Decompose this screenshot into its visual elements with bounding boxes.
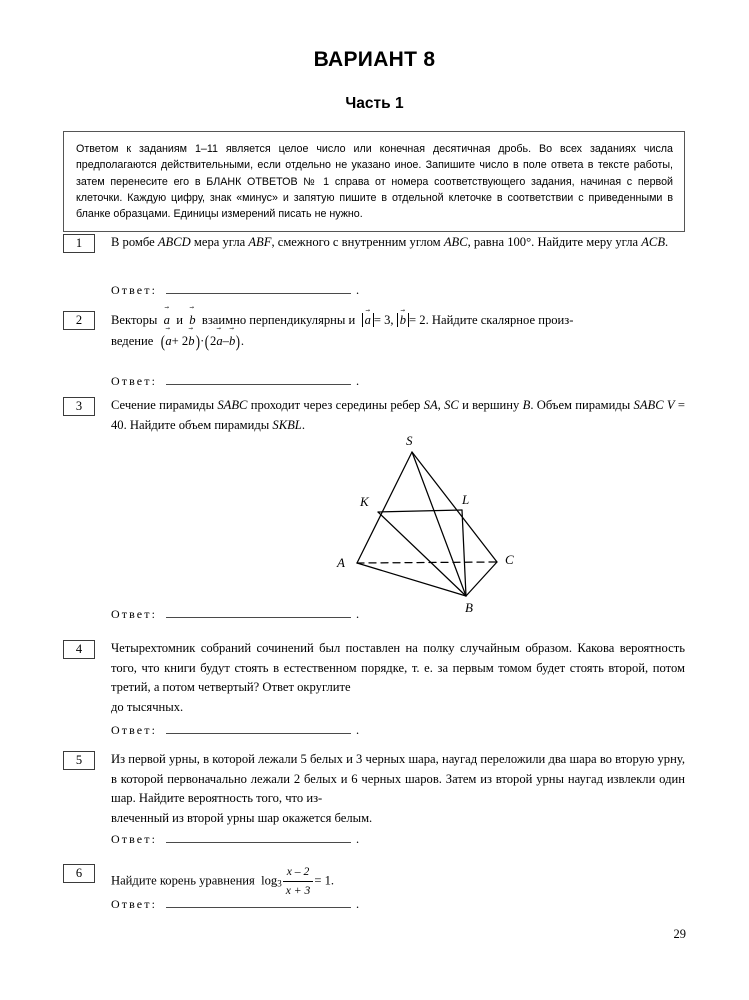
answer-row-2 [111, 373, 359, 389]
pyramid-figure [330, 432, 560, 622]
answer-period: . [356, 374, 360, 388]
vertex-label-b: B [465, 600, 473, 615]
answer-input-line-4[interactable] [166, 722, 351, 734]
task-3-frag-7: = 40. Найдите объем пирамиды [111, 398, 685, 432]
task-3-var-b: B [522, 398, 531, 412]
fraction [283, 863, 314, 900]
vector-b-icon: → b [189, 310, 195, 331]
task-2-paren-open-1: ( [160, 331, 165, 351]
task-5-body: Из первой урны, в которой лежали 5 белых и 3 черных шара, наугад переложили два шара во вторую урну, в которой первоначально лежали 2 белых и 6 черных шаров. Затем из второй урны наугад извлекли один шар. Найдите вероятность того, что из- [111, 752, 685, 806]
answer-label: Ответ: [111, 723, 158, 737]
expr-vector-a2: → a [216, 331, 222, 352]
fraction-numerator: x – 2 [286, 864, 310, 878]
task-3-frag-2: проходит через середины ребер [247, 398, 424, 412]
task-2 [63, 310, 685, 351]
task-3 [63, 396, 685, 435]
task-3-frag-5: . Объем пирамиды [530, 398, 634, 412]
task-number-badge: 5 [63, 751, 95, 770]
edge-l-b [462, 510, 466, 596]
answer-row-4 [111, 722, 359, 738]
task-4-text [111, 639, 685, 718]
edge-k-l [378, 510, 462, 512]
answer-input-line-2[interactable] [166, 373, 351, 385]
task-2-eq-b: = 2 [409, 313, 426, 327]
task-6-frag-2: = 1. [314, 873, 335, 888]
task-2-dot-product: · [200, 333, 205, 348]
task-2-text [111, 310, 685, 351]
task-2-frag-5: ведение [111, 333, 154, 348]
task-1-var-abcd: ABCD [157, 235, 191, 249]
task-4 [63, 639, 685, 718]
answer-period: . [356, 897, 360, 911]
answer-row-5 [111, 831, 359, 847]
task-2-frag-end: . [240, 333, 245, 348]
task-number-badge: 3 [63, 397, 95, 416]
task-3-var-sc: SC [444, 398, 459, 412]
task-2-frag-1: Векторы [111, 313, 158, 327]
task-2-paren-open-2: ( [205, 331, 210, 351]
expr-vector-a: → a [165, 331, 171, 352]
answer-row-3 [111, 606, 359, 622]
log-function: log [261, 873, 278, 888]
task-3-var-sabc: SABC [217, 398, 248, 412]
task-3-var-sabc-2: SABC [633, 398, 664, 412]
answer-label: Ответ: [111, 897, 158, 911]
task-2-eq-a: = 3, [373, 313, 394, 327]
task-3-frag-3: , [437, 398, 445, 412]
task-2-expr-minus: – [222, 333, 229, 348]
task-2-expr-plus: + 2 [171, 333, 189, 348]
task-5 [63, 750, 685, 829]
edge-a-b [357, 563, 466, 596]
edge-a-c-dashed [357, 562, 497, 563]
task-3-text [111, 396, 685, 435]
answer-input-line-6[interactable] [166, 896, 351, 908]
edge-k-b [378, 512, 466, 596]
edge-s-b [412, 452, 466, 596]
vertex-label-k: K [360, 494, 369, 509]
vector-a-icon: → a [164, 310, 170, 331]
task-number-badge: 1 [63, 234, 95, 253]
task-6-text [111, 863, 685, 900]
task-1-frag-3: , смежного с внутренним углом [271, 235, 444, 249]
task-4-body: Четырехтомник собраний сочинений был поставлен на полку случайным образом. Какова вероятность того, что книги будут стоять в естественном порядке, т. е. за первым томом будет стоять второй, потом третий, а потом четвертый? Ответ округлите [111, 641, 685, 695]
task-1-var-acb: ACB [641, 235, 666, 249]
task-2-frag-2: и [176, 313, 183, 327]
vertex-label-c: C [505, 552, 514, 567]
abs-vector-a: → a [365, 313, 371, 327]
log-base: 3 [277, 878, 282, 889]
task-2-paren-close-2: ) [235, 331, 241, 351]
answer-input-line-3[interactable] [166, 606, 351, 618]
task-1-frag-4: , равна 100°. Найдите меру угла [467, 235, 642, 249]
task-1-frag-2: мера угла [190, 235, 249, 249]
task-number-badge: 2 [63, 311, 95, 330]
fraction-denominator: x + 3 [283, 881, 314, 900]
task-2-coef-2: 2 [210, 333, 217, 348]
vertex-label-s: S [406, 433, 413, 448]
answer-period: . [356, 607, 360, 621]
answer-label: Ответ: [111, 832, 158, 846]
task-2-paren-close-1: ) [195, 331, 200, 351]
answer-label: Ответ: [111, 607, 158, 621]
expr-vector-b: → b [188, 331, 194, 352]
page-title: ВАРИАНТ 8 [313, 48, 436, 71]
answer-input-line-5[interactable] [166, 831, 351, 843]
task-3-frag-1: Сечение пирамиды [111, 398, 218, 412]
task-2-frag-3: взаимно перпендикулярны и [201, 313, 356, 327]
task-1-frag-1: В ромбе [111, 235, 158, 249]
vertex-label-l: L [462, 492, 470, 507]
answer-period: . [356, 723, 360, 737]
task-6 [63, 863, 685, 900]
task-6-frag-1: Найдите корень уравнения [111, 873, 255, 888]
edge-s-c [412, 452, 497, 562]
task-1-var-abf: ABF [248, 235, 272, 249]
task-3-frag-8: . [301, 417, 305, 432]
answer-row-1 [111, 282, 359, 298]
pyramid-svg [330, 432, 560, 622]
part-heading: Часть 1 [345, 95, 404, 112]
expr-vector-b2: → b [229, 331, 235, 352]
task-1 [63, 233, 685, 253]
task-4-last-line: до тысячных. [111, 699, 184, 714]
task-2-frag-4: . Найдите скалярное произ- [425, 313, 574, 327]
task-3-var-v: V [666, 398, 675, 412]
answer-input-line-1[interactable] [166, 282, 351, 294]
edge-b-c [466, 562, 497, 596]
task-1-text [111, 233, 685, 253]
vertex-label-a: A [337, 555, 345, 570]
instruction-box [63, 131, 685, 232]
abs-vector-b: → b [400, 313, 406, 327]
answer-row-6 [111, 896, 359, 912]
task-3-frag-4: и вершину [458, 398, 523, 412]
task-number-badge: 4 [63, 640, 95, 659]
answer-period: . [356, 832, 360, 846]
task-5-text [111, 750, 685, 829]
task-1-var-abc: ABC [443, 235, 468, 249]
task-3-var-skbl: SKBL [272, 417, 302, 432]
answer-label: Ответ: [111, 283, 158, 297]
task-5-last-line: влеченный из второй урны шар окажется белым. [111, 810, 373, 825]
page-number: 29 [673, 927, 686, 941]
answer-label: Ответ: [111, 374, 158, 388]
task-3-var-sa: SA [423, 398, 438, 412]
task-number-badge: 6 [63, 864, 95, 883]
task-1-frag-5: . [665, 235, 669, 249]
answer-period: . [356, 283, 360, 297]
instruction-text: Ответом к заданиям 1–11 является целое число или конечная десятичная дробь. Во всех заданиях числа предполагаются действительными, если отдельно не указано иное. Запишите число в поле ответа в тексте работы, затем перенесите его в БЛАНК ОТВЕТОВ № 1 справа от номера соответствующего задания, начиная с первой клеточки. Каждую цифру, знак «минус» и запятую пишите в отдельной клеточке в соответствии с приведенными в бланке образцами. Единицы измерений писать не нужно. [76, 143, 673, 221]
